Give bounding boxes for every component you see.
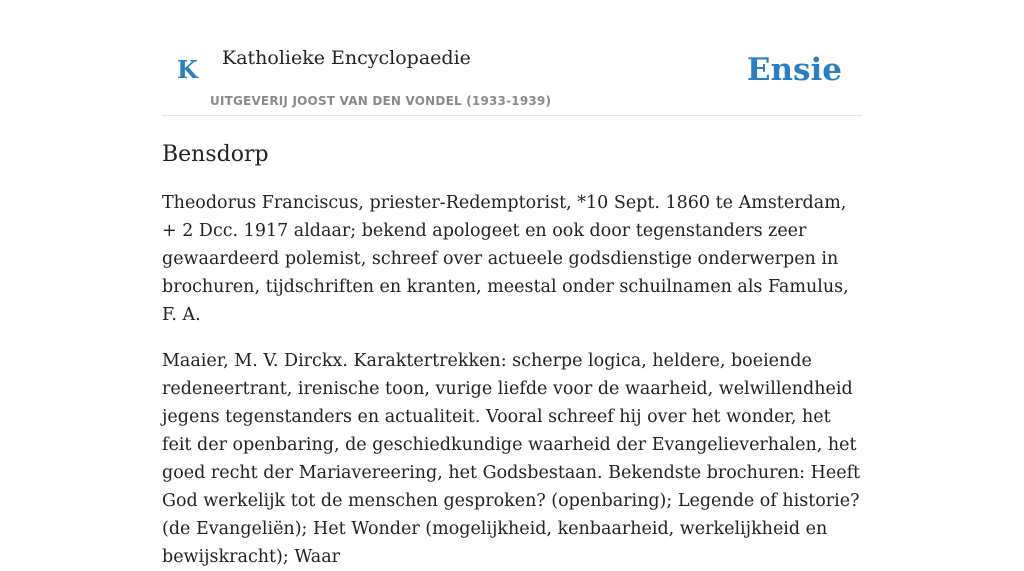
- publisher-subtitle: UITGEVERIJ JOOST VAN DEN VONDEL (1933-1939): [210, 94, 552, 108]
- article-title: Bensdorp: [162, 142, 269, 167]
- article-paragraph: Maaier, M. V. Dirckx. Karaktertrekken: scherpe logica, heldere, boeiende redeneertrant, irenische toon, vurige liefde voor de waarheid, welwillendheid jegens tegenstanders en actualiteit. Vooral schreef hij over het wonder, het feit der openbaring, de geschiedkundige waarheid der Evangelieverhalen, het goed recht der Mariavereering, het Godsbestaan. Bekendste brochuren: Heeft God werkelijk tot de menschen gesproken? (openbaring); Legende of historie? (de Evangeliën); Het Wonder (mogelijkheid, kenbaarheid, werkelijkheid en bewijskracht); Waar: [162, 351, 861, 567]
- article-paragraph: Theodorus Franciscus, priester-Redemptorist, *10 Sept. 1860 te Amsterdam, + 2 Dcc. 1917 aldaar; bekend apologeet en ook door tegenstanders zeer gewaardeerd polemist, schreef over actueele godsdienstige onderwerpen in brochuren, tijdschriften en kranten, meestal onder schuilnamen als Famulus, F. A.: [162, 193, 849, 325]
- encyclopedia-logo[interactable]: K: [177, 55, 198, 84]
- ensie-home-link[interactable]: Ensie: [746, 52, 842, 88]
- site-title[interactable]: Katholieke Encyclopaedie: [222, 47, 471, 69]
- site-header: [162, 0, 862, 116]
- article: [162, 138, 862, 571]
